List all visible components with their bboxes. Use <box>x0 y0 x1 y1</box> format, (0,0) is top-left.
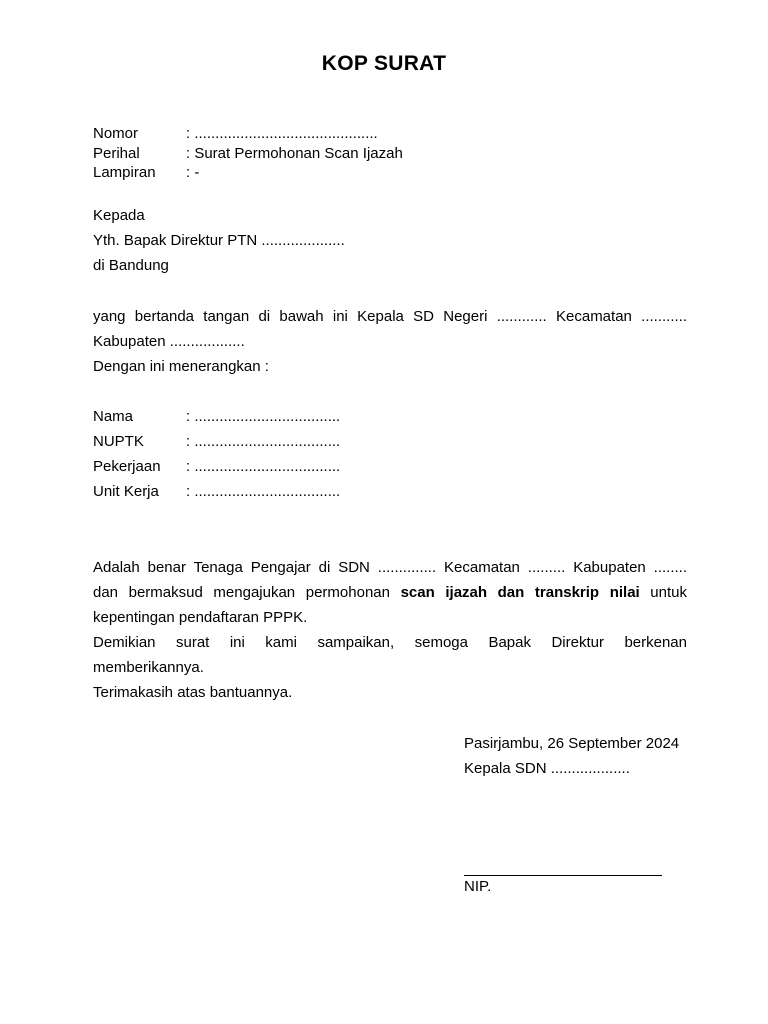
field-value: : ................................... <box>186 483 341 500</box>
field-value: : ................................... <box>186 458 341 475</box>
signature-nip-block <box>464 874 491 899</box>
meta-row-nomor <box>93 124 403 144</box>
field-label: NUPTK <box>93 433 144 450</box>
signature-nip: NIP. <box>464 878 492 895</box>
body-line: Adalah benar Tenaga Pengajar di SDN .............. Kecamatan ......... Kabupaten ........ <box>93 559 687 576</box>
body-line: kepentingan pendaftaran PPPK. <box>93 609 308 626</box>
field-row-nama <box>93 404 687 429</box>
field-value: : ................................... <box>186 408 341 425</box>
intro-line: yang bertanda tangan di bawah ini Kepala SD Negeri ............ Kecamatan ........... <box>93 308 687 325</box>
body-line: Terimakasih atas bantuannya. <box>93 684 293 701</box>
meta-value: : Surat Permohonan Scan Ijazah <box>186 144 403 162</box>
body-paragraph <box>93 555 687 705</box>
body-line <box>93 580 687 605</box>
meta-label: Lampiran <box>93 164 156 181</box>
body-line: Demikian surat ini kami sampaikan, semoga Bapak Direktur berkenan <box>93 634 687 651</box>
meta-value: : ............................................ <box>186 125 378 142</box>
meta-value: : - <box>186 164 200 181</box>
recipient-location: di Bandung <box>93 257 169 274</box>
field-row-unit-kerja <box>93 479 687 504</box>
field-label: Nama <box>93 408 134 425</box>
identity-fields <box>93 404 687 504</box>
signature-position: Kepala SDN ................... <box>464 760 630 777</box>
intro-line: Kabupaten .................. <box>93 333 245 350</box>
intro-paragraph <box>93 304 687 379</box>
meta-label: Perihal <box>93 144 140 162</box>
meta-row-perihal <box>93 144 403 164</box>
body-text: untuk <box>639 584 687 601</box>
field-label: Unit Kerja <box>93 483 159 500</box>
field-label: Pekerjaan <box>93 458 161 475</box>
intro-line: Dengan ini menerangkan : <box>93 358 269 375</box>
body-emphasis: scan ijazah dan transkrip nilai <box>400 584 640 601</box>
letter-title: KOP SURAT <box>321 52 447 75</box>
body-line: memberikannya. <box>93 659 204 676</box>
meta-row-lampiran <box>93 163 403 183</box>
recipient-greeting: Kepada <box>93 207 145 224</box>
field-value: : ................................... <box>186 433 341 450</box>
recipient-block <box>93 203 687 278</box>
letter-meta <box>93 124 403 183</box>
field-row-nuptk <box>93 429 687 454</box>
signature-block <box>464 731 679 781</box>
signature-line <box>464 875 662 876</box>
field-row-pekerjaan <box>93 454 687 479</box>
body-text: dan bermaksud mengajukan permohonan <box>93 584 401 601</box>
recipient-name: Yth. Bapak Direktur PTN .................... <box>93 232 345 249</box>
signature-place-date: Pasirjambu, 26 September 2024 <box>464 735 680 752</box>
meta-label: Nomor <box>93 125 139 142</box>
